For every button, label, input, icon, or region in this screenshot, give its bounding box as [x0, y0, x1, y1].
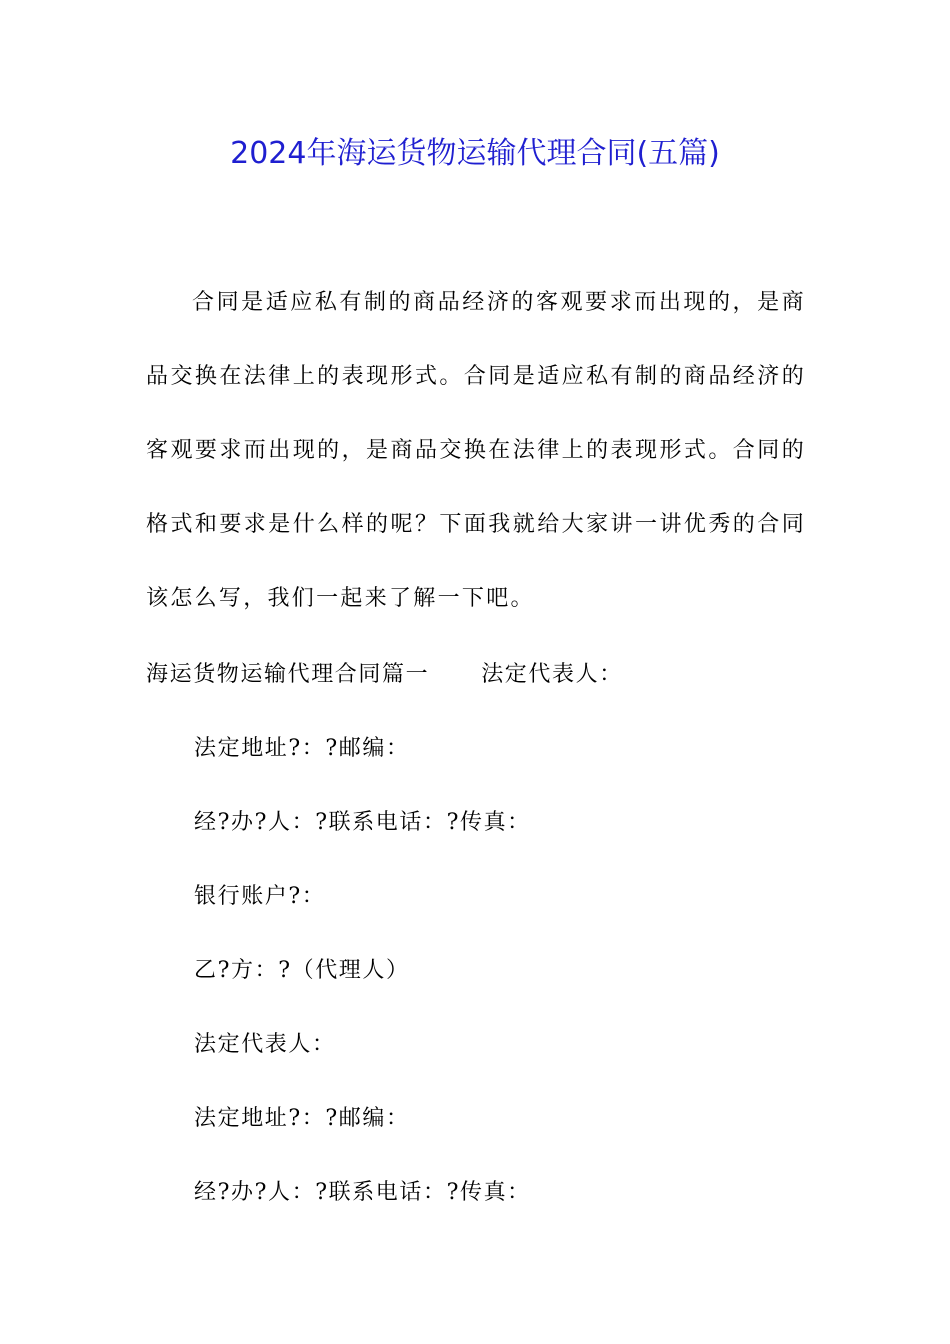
section-heading: 海运货物运输代理合同篇一 [146, 662, 430, 687]
contract-party-lines [146, 638, 806, 1230]
party-b-line: 乙?方：?（代理人） [194, 958, 410, 983]
party-a-contact-line: 经?办?人：?联系电话：?传真： [194, 810, 531, 835]
document-title: 2024年海运货物运输代理合同(五篇) [230, 136, 720, 171]
party-b-contact-line: 经?办?人：?联系电话：?传真： [194, 1180, 531, 1205]
section-heading-tail: 法定代表人： [481, 662, 623, 687]
party-b-representative-line: 法定代表人： [194, 1032, 336, 1057]
party-b-address-line: 法定地址?：?邮编： [194, 1106, 410, 1131]
party-a-bank-line: 银行账户?： [194, 884, 326, 909]
party-a-address-line: 法定地址?：?邮编： [194, 736, 410, 761]
section-heading-line [146, 638, 806, 712]
intro-paragraph: 合同是适应私有制的商品经济的客观要求而出现的，是商品交换在法律上的表现形式。合同是适应私有制的商品经济的客观要求而出现的，是商品交换在法律上的表现形式。合同的格式和要求是什么样的呢？下面我就给大家讲一讲优秀的合同该怎么写，我们一起来了解一下吧。 [146, 290, 806, 611]
